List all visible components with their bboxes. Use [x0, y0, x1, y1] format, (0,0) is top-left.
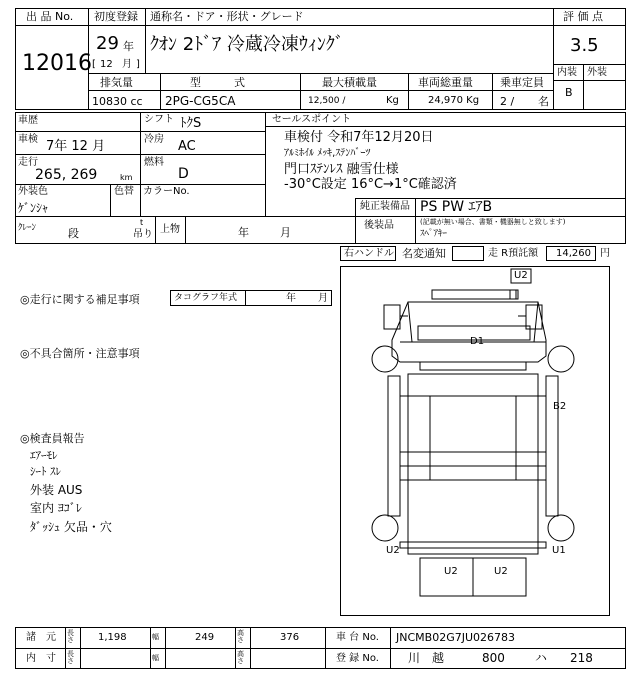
max-load-label: 最大積載量 [322, 76, 377, 89]
mileage-value: 265, 269 [35, 167, 98, 183]
interior-label: 内装 [557, 67, 577, 78]
year-unit: 年 [123, 40, 134, 53]
uphold-year-unit: 年 [238, 226, 249, 239]
mileage-unit: km [120, 173, 133, 182]
ext-color-label: 外装色 [18, 186, 48, 197]
length-value: 1,198 [98, 632, 127, 643]
uphold-month-unit: 月 [280, 226, 291, 239]
inner-label: 内 寸 [26, 653, 56, 664]
inspector-line-5: ﾀﾞｯｼｭ 欠品・穴 [30, 520, 112, 534]
sales-title: セールスポイント [272, 114, 352, 125]
sales-line-2: ｱﾙﾐﾎｲﾙ ﾒｯｷ,ｽﾃﾝﾊﾞｰﾂ [284, 148, 371, 159]
reg-kana: ハ [535, 651, 548, 665]
reg-label: 登 録 No. [336, 653, 379, 664]
first-reg-label: 初度登録 [94, 10, 138, 23]
inspector-title: ◎検査員報告 [20, 432, 85, 445]
driving-title: ◎走行に関する補足事項 [20, 293, 140, 306]
crane-stage-unit: 段 [68, 227, 79, 240]
mark-u1-right: U1 [552, 545, 566, 556]
right-handle: 右ハンドル [344, 248, 394, 259]
grade-value: ｸｵﾝ 2ﾄﾞｱ 冷蔵冷凍ｳｨﾝｸﾞ [150, 34, 344, 55]
tachograph-label: タコグラフ年式 [174, 293, 238, 303]
chassis-label: 車 台 No. [336, 632, 379, 643]
lot-number: 12016 [22, 51, 92, 76]
tacho-year-unit: 年 [286, 293, 296, 304]
capacity-unit: 名 [538, 95, 549, 108]
mileage-label: 走行 [18, 157, 38, 168]
odometer-label: 走 R預託額 [488, 248, 539, 259]
month-unit: 月 [122, 59, 132, 70]
mark-u2-bottom-right: U2 [494, 566, 508, 577]
genuine-value: PS PW ｴｱB [420, 199, 493, 215]
spec-label: 諸 元 [26, 632, 56, 643]
mark-b2: B2 [553, 401, 567, 412]
grade-label: 通称名・ドア・形状・グレード [150, 10, 304, 23]
displacement-label: 排気量 [100, 76, 133, 89]
truck-diagram [340, 266, 610, 616]
history-label: 車歴 [18, 115, 38, 126]
mark-d1: D1 [470, 336, 485, 347]
model-label: 型 式 [190, 76, 245, 89]
max-load-unit: Kg [386, 95, 399, 106]
uphold-label: 上物 [160, 224, 180, 235]
max-load-value: 12,500 / [308, 96, 346, 106]
aftermarket-note: (記載が無い場合、書類・機器無しと致します) [420, 218, 566, 226]
sales-line-1: 車検付 令和7年12月20日 [284, 130, 434, 145]
inspection-value: 7年 12 月 [46, 139, 106, 154]
inspection-label: 車検 [18, 134, 38, 145]
color-code-label: カラーNo. [143, 186, 190, 197]
inner-width-label: 幅 [152, 654, 159, 662]
lot-label: 出 品 No. [26, 10, 74, 23]
crane-ton-unit: t [140, 218, 144, 227]
length-label: 長さ [67, 629, 74, 644]
exterior-label: 外装 [587, 67, 607, 78]
width-label: 幅 [152, 633, 159, 641]
mark-u2-bottom: U2 [444, 566, 458, 577]
crane-label: ｸﾚｰﾝ [18, 223, 37, 233]
month-value: 12 [100, 59, 113, 70]
name-change-label: 名変通知 [402, 247, 446, 260]
color-no-label: 色替 [114, 186, 134, 197]
aftermarket-label: 後装品 [364, 220, 394, 231]
chassis-value: JNCMB02G7JU026783 [396, 631, 515, 644]
inspector-line-3: 外装 AUS [30, 483, 83, 497]
height-label: 高さ [237, 629, 244, 644]
inner-height-label: 高さ [237, 650, 244, 665]
ext-color-value: ｹﾞﾝｼｬ [18, 201, 49, 215]
width-value: 249 [195, 632, 215, 643]
inspector-line-2: ｼｰﾄ ｽﾚ [30, 465, 61, 478]
score-label: 評 価 点 [563, 10, 603, 23]
deposit-value: 14,260 [556, 248, 591, 259]
tacho-month-unit: 月 [318, 293, 328, 304]
year-value: 29 [96, 33, 119, 54]
interior-value: B [565, 86, 573, 99]
inspector-line-4: 室内 ﾖｺﾞﾚ [30, 501, 82, 515]
gross-weight-label: 車両総重量 [418, 76, 473, 89]
genuine-label: 純正装備品 [360, 201, 410, 212]
sales-line-4: -30°C設定 16°C→1°C確認済 [284, 177, 457, 192]
gross-weight-value: 24,970 Kg [428, 95, 480, 106]
inspector-line-1: ｴｱｰﾓﾚ [30, 449, 58, 462]
yen-unit: 円 [600, 248, 610, 259]
sales-line-3: 門口ｽﾃﾝﾚｽ 融雪仕様 [284, 162, 399, 177]
aircon-value: AC [178, 139, 196, 154]
mark-u2-top: U2 [514, 270, 528, 281]
crane-hang-unit: 吊り [133, 229, 153, 240]
displacement-value: 10830 cc [92, 95, 143, 108]
shift-label: シフト [144, 114, 174, 125]
height-value: 376 [280, 632, 300, 643]
aircon-label: 冷房 [144, 134, 164, 145]
capacity-label: 乗車定員 [500, 76, 544, 89]
name-change-box [452, 246, 484, 261]
reg-area: 川 越 [408, 651, 445, 665]
defect-title: ◎不具合箇所・注意事項 [20, 347, 140, 360]
aftermarket-value: ｽﾍﾟｱｷｰ [420, 229, 448, 239]
inner-length-label: 長さ [67, 650, 74, 665]
mark-u2-left: U2 [386, 545, 400, 556]
model-value: 2PG-CG5CA [165, 94, 236, 108]
fuel-label: 燃料 [144, 157, 164, 168]
reg-class: 800 [482, 651, 505, 665]
shift-value: ﾄｸS [180, 116, 202, 131]
fuel-value: D [178, 166, 189, 182]
capacity-value: 2 / [500, 95, 515, 108]
score-value: 3.5 [570, 35, 599, 56]
reg-number: 218 [570, 651, 593, 665]
